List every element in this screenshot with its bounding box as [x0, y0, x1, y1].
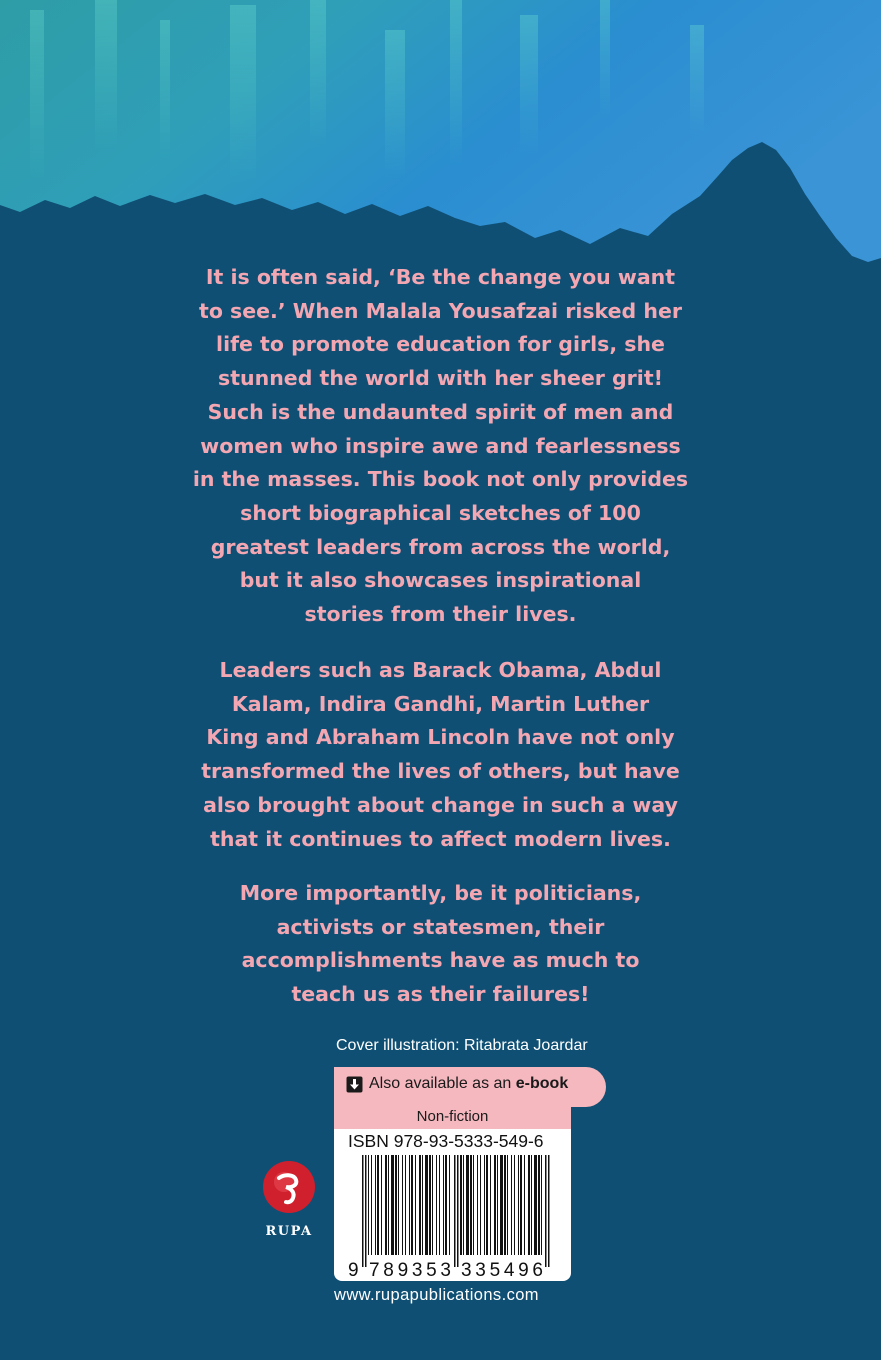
- publisher-website[interactable]: www.rupapublications.com: [334, 1286, 539, 1304]
- blurb-line: transformed the lives of others, but have: [201, 759, 680, 784]
- barcode-bar: [409, 1155, 410, 1257]
- blurb-line: stories from their lives.: [304, 602, 577, 627]
- barcode-bar: [375, 1155, 376, 1257]
- blurb-paragraph-3: [160, 877, 721, 1012]
- blurb-line: More importantly, be it politicians,: [239, 881, 642, 905]
- barcode-bar: [415, 1155, 416, 1257]
- blurb-line: greatest leaders from across the world,: [210, 534, 671, 559]
- blurb-line: accomplishments have as much to: [241, 948, 640, 973]
- barcode-bar: [477, 1155, 478, 1257]
- blurb-line: Leaders such as Barack Obama, Abdul: [219, 658, 662, 682]
- blurb-paragraph-1: [160, 261, 721, 632]
- blurb-line: activists or statesmen, their: [276, 914, 605, 939]
- barcode-bar: [402, 1155, 403, 1257]
- barcode-bar: [520, 1155, 522, 1257]
- ebook-emphasis: e-book: [515, 1075, 569, 1092]
- blurb-line: Kalam, Indira Gandhi, Martin Luther: [231, 691, 650, 716]
- isbn-number: ISBN 978-93-5333-549-6: [348, 1131, 544, 1151]
- barcode-bar: [371, 1155, 372, 1257]
- barcode-bar: [473, 1155, 474, 1257]
- blurb-line: to see.’ When Malala Yousafzai risked her: [199, 298, 682, 323]
- barcode-bar: [511, 1155, 512, 1257]
- blurb-line: also brought about change in such a way: [203, 792, 678, 817]
- download-icon: [346, 1076, 363, 1093]
- barcode-bar: [463, 1155, 464, 1257]
- blurb-paragraph-2: [160, 654, 721, 856]
- barcode-bar: [419, 1155, 421, 1257]
- barcode-bar: [445, 1155, 447, 1257]
- barcode-digits-right: 335496: [461, 1260, 543, 1279]
- rupa-logo-icon: [262, 1160, 316, 1214]
- barcode-bar: [391, 1155, 394, 1257]
- barcode-bar: [534, 1155, 537, 1257]
- blurb-line: stunned the world with her sheer grit!: [218, 366, 663, 391]
- sky-mountain-illustration: [0, 0, 881, 280]
- blurb-line: teach us as their failures!: [291, 982, 590, 1007]
- blurb-line: Such is the undaunted spirit of men and: [207, 399, 674, 424]
- barcode-bar: [432, 1155, 433, 1257]
- ebook-availability-badge: [334, 1067, 606, 1107]
- barcode-bar: [425, 1155, 428, 1257]
- ebook-text: [369, 1075, 568, 1093]
- genre-label: Non-fiction: [334, 1105, 571, 1129]
- barcode-bar: [497, 1155, 498, 1257]
- barcode-bar: [490, 1155, 491, 1257]
- barcode-bar: [398, 1155, 399, 1257]
- ebook-prefix: Also available as an: [369, 1075, 516, 1092]
- barcode-bar: [541, 1155, 542, 1257]
- blurb-line: women who inspire awe and fearlessness: [200, 433, 681, 458]
- blurb-line: short biographical sketches of 100: [240, 500, 641, 525]
- barcode-bar: [385, 1155, 387, 1257]
- barcode-bar: [507, 1155, 508, 1257]
- barcode-bar: [443, 1155, 444, 1257]
- isbn-barcode-box: [334, 1129, 571, 1281]
- barcode: [346, 1155, 559, 1279]
- barcode-bar: [504, 1155, 506, 1257]
- barcode-bar: [470, 1155, 472, 1257]
- blurb-line: in the masses. This book not only provides: [192, 467, 689, 492]
- barcode-bar: [429, 1155, 431, 1257]
- blurb-line: that it continues to affect modern lives.: [210, 826, 671, 851]
- cover-illustration-credit: Cover illustration: Ritabrata Joardar: [336, 1037, 588, 1054]
- blurb-line: It is often said, ‘Be the change you want: [205, 265, 676, 289]
- barcode-bar: [405, 1155, 406, 1257]
- barcode-bar: [494, 1155, 496, 1257]
- blurb-line: life to promote education for girls, she: [216, 332, 665, 357]
- barcode-bar: [466, 1155, 469, 1257]
- barcode-bar: [486, 1155, 488, 1257]
- barcode-bar: [439, 1155, 440, 1257]
- barcode-digit-lead: 9: [348, 1260, 359, 1279]
- publisher-name: RUPA: [265, 1224, 313, 1239]
- barcode-bar: [518, 1155, 519, 1257]
- barcode-bar: [436, 1155, 437, 1257]
- barcode-bar: [531, 1155, 532, 1257]
- barcode-bar: [514, 1155, 515, 1257]
- barcode-bar: [524, 1155, 525, 1257]
- barcode-digits-left: 789353: [369, 1260, 451, 1279]
- barcode-bar: [538, 1155, 540, 1257]
- blurb-line: King and Abraham Lincoln have not only: [206, 725, 675, 750]
- barcode-bar: [368, 1155, 369, 1257]
- blurb-line: but it also showcases inspirational: [239, 568, 642, 593]
- barcode-bar: [449, 1155, 450, 1257]
- barcode-bar: [381, 1155, 382, 1257]
- barcode-bar: [500, 1155, 503, 1257]
- barcode-bar: [395, 1155, 397, 1257]
- barcode-bar: [484, 1155, 485, 1257]
- barcode-bar: [528, 1155, 530, 1257]
- barcode-bar: [480, 1155, 481, 1257]
- barcode-bar: [422, 1155, 423, 1257]
- barcode-bar: [388, 1155, 389, 1257]
- barcode-bar: [460, 1155, 462, 1257]
- barcode-bar: [377, 1155, 379, 1257]
- barcode-bar: [411, 1155, 413, 1257]
